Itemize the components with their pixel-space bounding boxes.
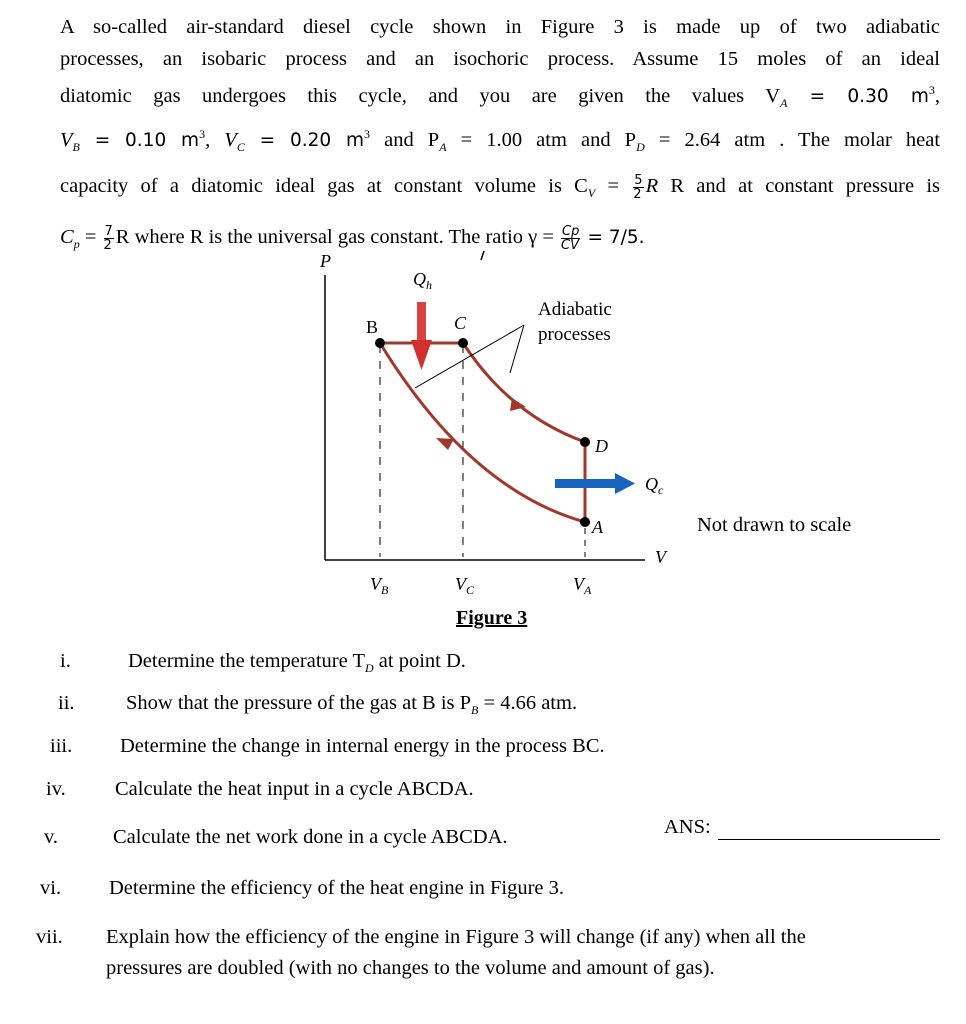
question-text: Explain how the efficiency of the engine in Figure 3 will change (if any) when all the <box>106 926 806 948</box>
question-number: iii. <box>50 735 73 757</box>
figure-caption: Figure 3 <box>456 607 528 629</box>
adiabatic-label-2: processes <box>538 324 611 345</box>
point-b <box>375 338 385 348</box>
problem-statement <box>60 12 940 266</box>
not-to-scale-note: Not drawn to scale <box>697 514 852 536</box>
question-text: Determine the efficiency of the heat engine in Figure 3. <box>109 877 565 899</box>
qh-arrow-shaft <box>417 302 426 342</box>
qc-arrow-shaft <box>555 479 617 488</box>
pv-diagram <box>300 245 720 635</box>
intro-line-2: processes, an isobaric process and an isochoric process. Assume 15 moles of an ideal <box>60 47 940 70</box>
question-text-continued: pressures are doubled (with no changes to the volume and amount of gas). <box>106 957 715 979</box>
question-text: Determine the temperature $T_D$ at point D. <box>128 650 466 676</box>
qh-label: $Q_h$ <box>413 269 432 292</box>
label-c: C <box>454 313 467 333</box>
intro-line-6: $C_p$ = $\frac{7}{2}$ R where R is the universal gas constant. The ratio γ = $\frac{Cp}{CV}$ = 7/5. <box>60 223 645 253</box>
va-label: $V_A$ <box>573 574 592 597</box>
intro-line-4: $V_B = 0.10$ $m^3$, $V_C = 0.20$ $m^3$ and $P_A = 1.00$ atm and $P_D = 2.64$ atm . The molar heat <box>60 127 941 155</box>
intro-line-3: diatomic gas undergoes this cycle, and you are given the values $V_A = 0.30$ $m^3$, <box>60 83 940 110</box>
intro-line-1: A so-called air-standard diesel cycle shown in Figure 3 is made up of two adiabatic <box>60 16 940 38</box>
answer-input-line[interactable] <box>718 839 940 840</box>
question-text: Calculate the net work done in a cycle ABCDA. <box>113 826 508 848</box>
qh-arrow-head <box>411 340 432 370</box>
label-b: B <box>366 317 379 337</box>
question-number: i. <box>60 650 71 672</box>
arrow-ab <box>436 438 454 450</box>
label-a: A <box>592 517 603 537</box>
answer-label: ANS: <box>664 816 711 838</box>
vc-label: $V_C$ <box>455 574 475 597</box>
qc-label: $Q_c$ <box>645 474 664 497</box>
stray-mark <box>481 251 484 260</box>
question-number: v. <box>44 826 59 848</box>
point-c <box>458 338 468 348</box>
adiabatic-label-1: Adiabatic <box>538 299 612 320</box>
question-number: vi. <box>40 877 62 899</box>
point-d <box>580 437 590 447</box>
p-axis-label: P <box>320 251 331 271</box>
question-text: Determine the change in internal energy in the process BC. <box>120 735 605 757</box>
label-d: D <box>595 436 608 456</box>
pointer-line-1 <box>415 325 524 388</box>
intro-line-5: capacity of a diatomic ideal gas at constant volume is $C_V$ = $\frac{5}{2}$ R R and at constant pressure is <box>60 172 940 202</box>
qc-arrow-head <box>615 473 635 494</box>
v-axis-label: V <box>655 547 666 567</box>
question-text: Calculate the heat input in a cycle ABCDA. <box>115 778 474 800</box>
question-text: Show that the pressure of the gas at B is $P_B = 4.66$ atm. <box>126 692 578 718</box>
question-number: iv. <box>46 778 66 800</box>
vb-label: $V_B$ <box>370 574 389 597</box>
question-number: vii. <box>36 926 63 948</box>
question-number: ii. <box>58 692 75 714</box>
point-a <box>580 517 590 527</box>
process-cd <box>463 343 585 442</box>
